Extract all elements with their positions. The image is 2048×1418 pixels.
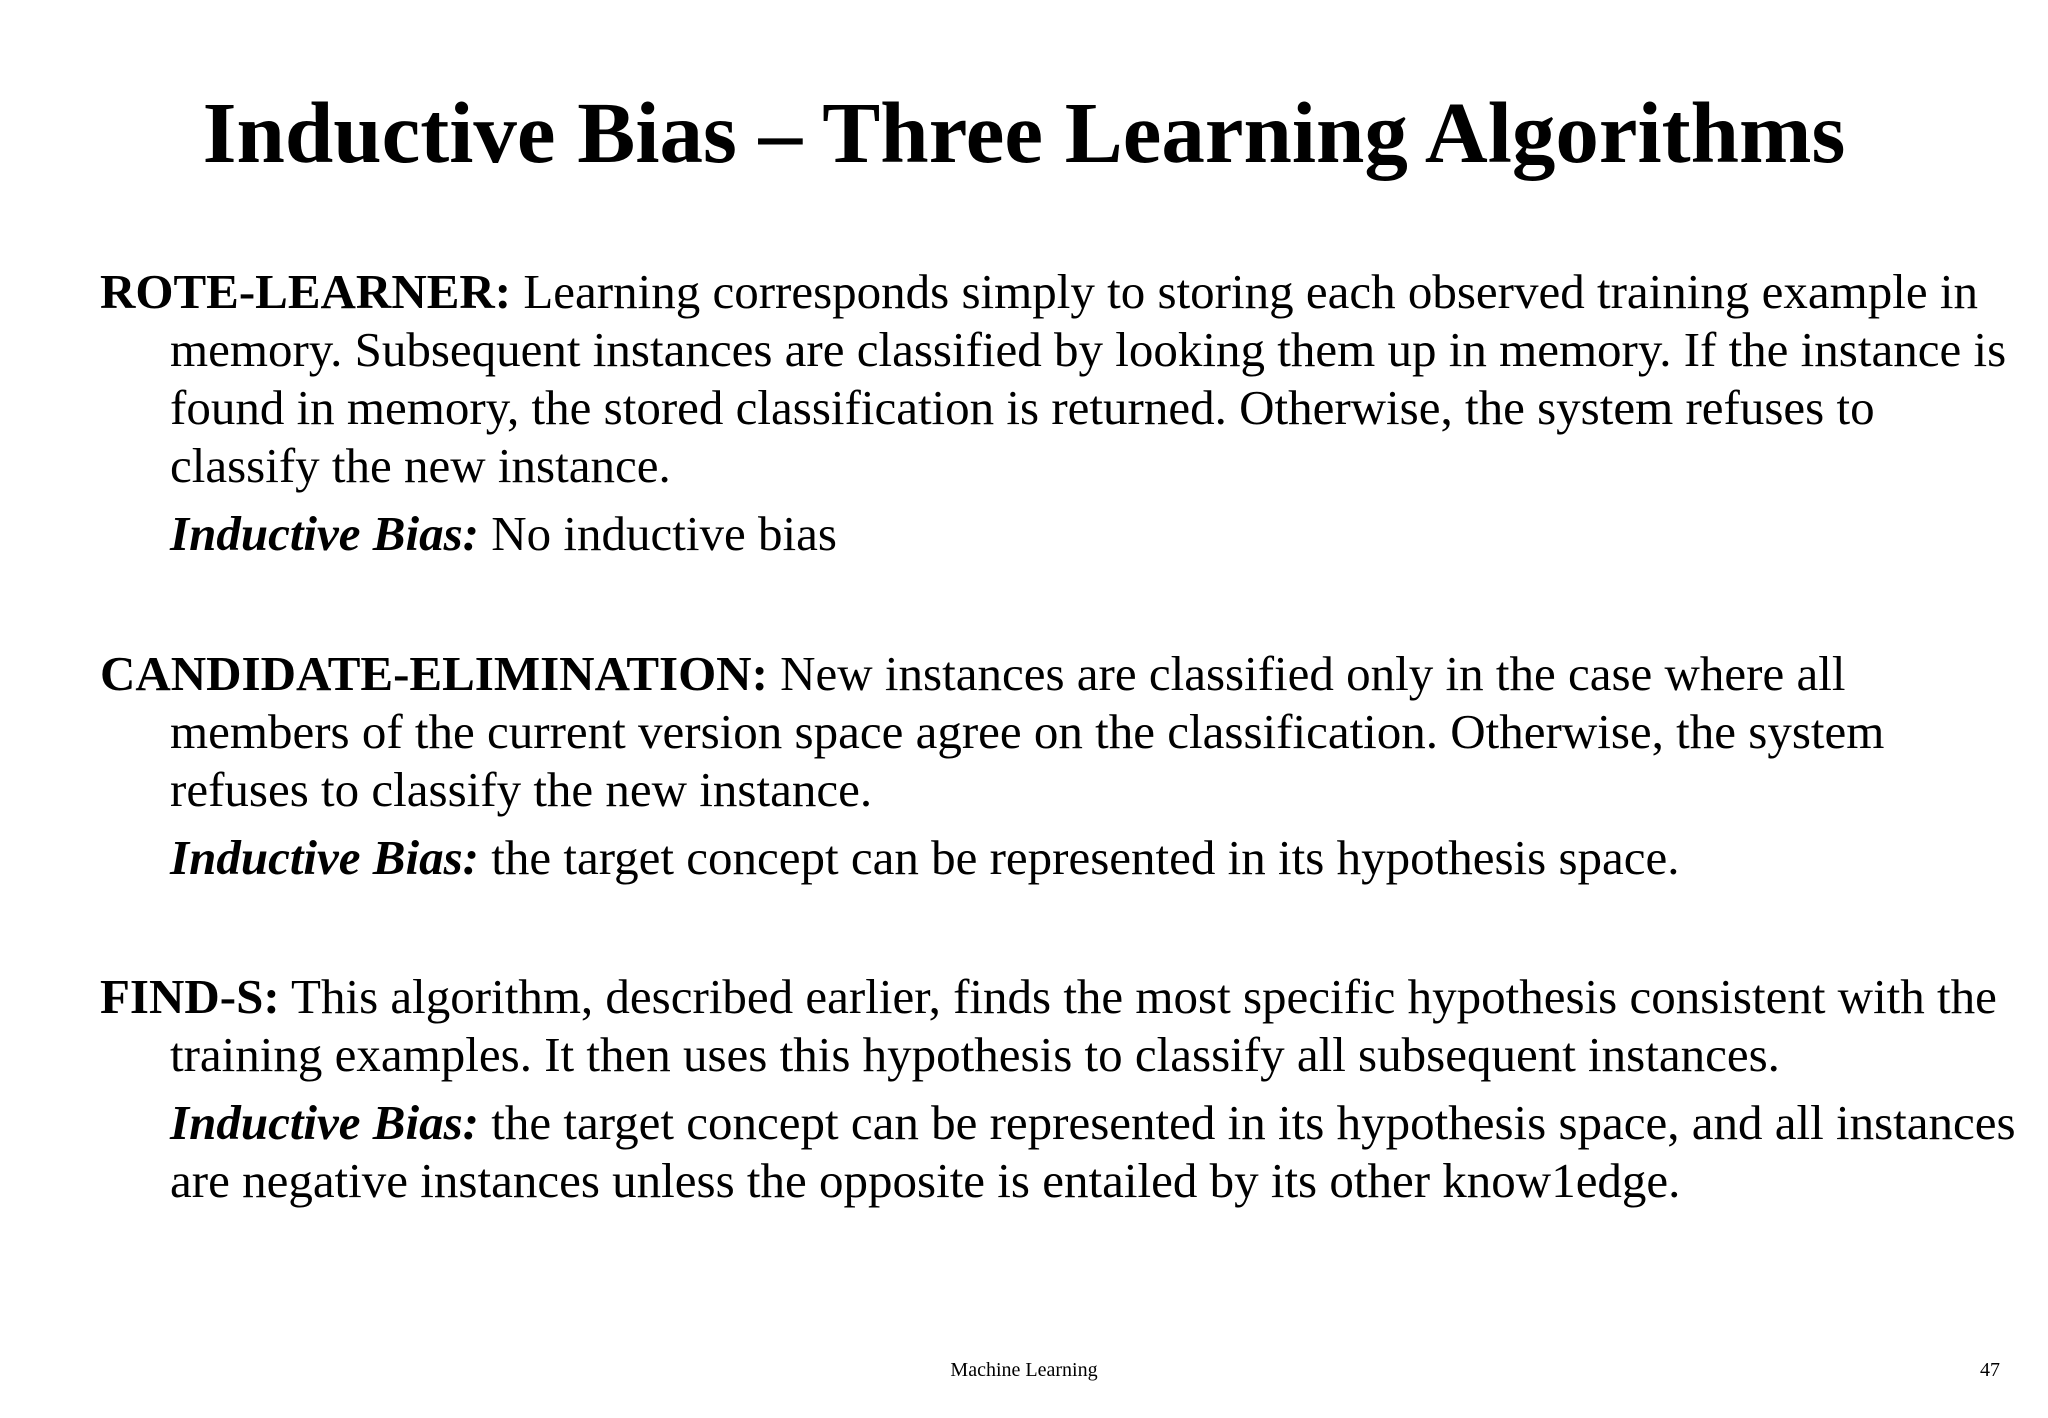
inductive-bias-label: Inductive Bias: [170, 830, 479, 885]
algorithm-term: ROTE-LEARNER: [100, 264, 512, 319]
algorithm-term: CANDIDATE-ELIMINATION: [100, 646, 768, 701]
section-description [100, 968, 2020, 1084]
inductive-bias-text: the target concept can be represented in its hypothesis space, and all instances are negative instances unless the opposite is entailed by its other know1edge. [170, 1095, 2016, 1208]
inductive-bias-line [100, 1094, 2020, 1210]
inductive-bias-line [100, 829, 2020, 887]
inductive-bias-label: Inductive Bias: [170, 506, 479, 561]
inductive-bias-text: No inductive bias [491, 506, 837, 561]
section-candidate-elimination [100, 645, 2020, 887]
slide-title: Inductive Bias – Three Learning Algorithms [202, 84, 1846, 181]
inductive-bias-line [100, 505, 2020, 563]
footer-course-name: Machine Learning [950, 1359, 1098, 1381]
description-text: This algorithm, described earlier, finds the most specific hypothesis consistent with the training examples. It then uses this hypothesis to classify all subsequent instances. [170, 969, 1997, 1082]
section-find-s [100, 968, 2020, 1210]
algorithm-term: FIND-S: [100, 969, 280, 1024]
section-description [100, 645, 2020, 819]
section-description [100, 263, 2020, 495]
inductive-bias-text: the target concept can be represented in its hypothesis space. [491, 830, 1680, 885]
section-rote-learner [100, 263, 2020, 563]
description-text: New instances are classified only in the case where all members of the current version space agree on the classification. Otherwise, the system refuses to classify the new instance. [170, 646, 1885, 817]
description-text: Learning corresponds simply to storing each observed training example in memory. Subsequent instances are classified by looking them up in memory. If the instance is found in memory, the stored classification is returned. Otherwise, the system refuses to classify the new instance. [170, 264, 2007, 493]
footer-page-number: 47 [1980, 1359, 2000, 1381]
inductive-bias-label: Inductive Bias: [170, 1095, 479, 1150]
